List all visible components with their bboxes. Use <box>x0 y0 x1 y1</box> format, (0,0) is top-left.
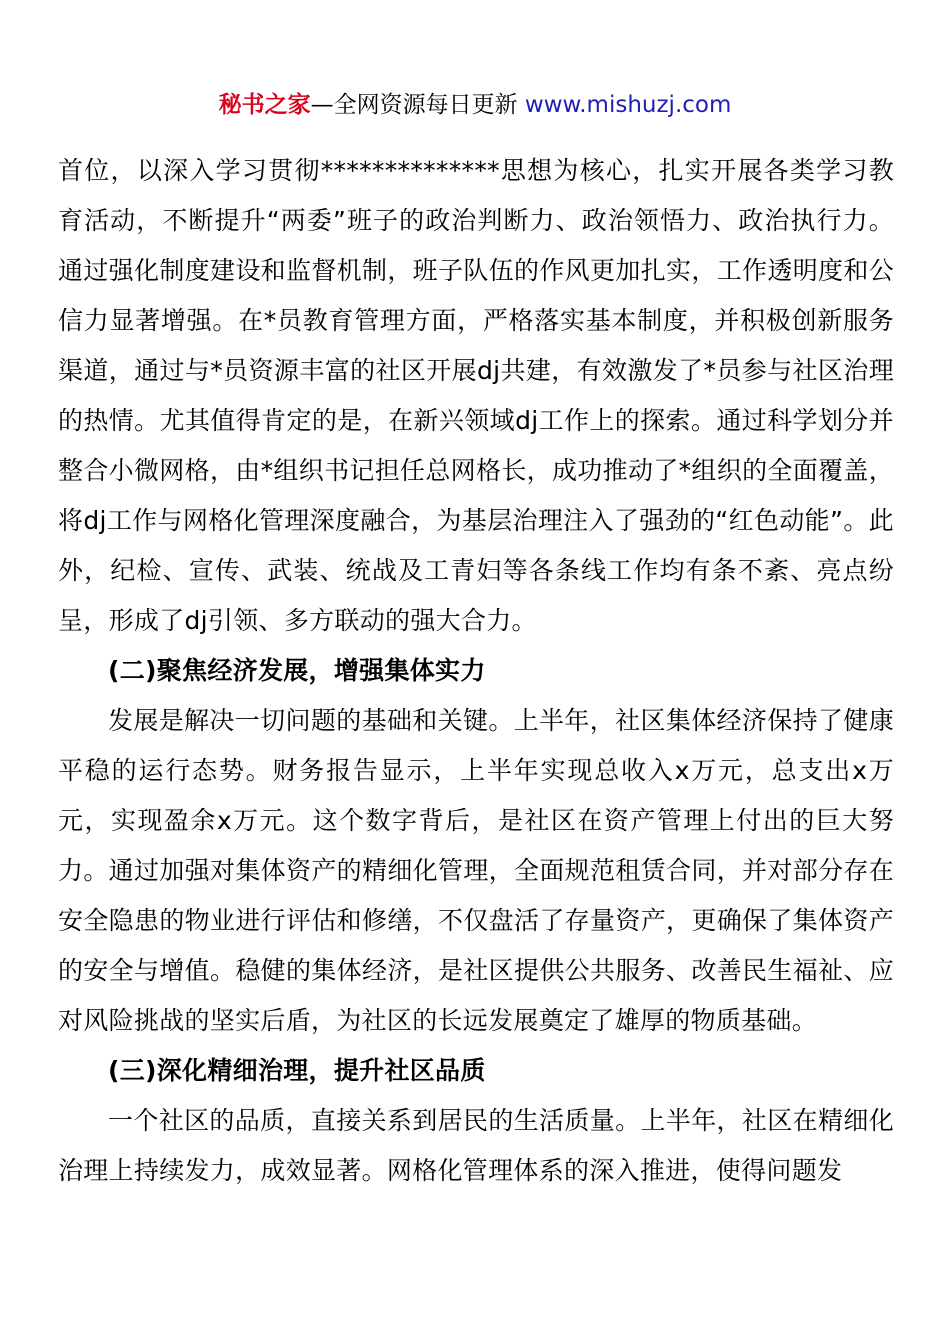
site-url-link[interactable]: www.mishuzj.com <box>524 92 732 118</box>
document-body <box>58 146 894 1196</box>
paragraph-governance: 一个社区的品质，直接关系到居民的生活质量。上半年，社区在精细化治理上持续发力，成效显著。网格化管理体系的深入推进，使得问题发 <box>58 1106 894 1185</box>
paragraph-party-building: 首位，以深入学习贯彻**************思想为核心，扎实开展各类学习教育活动，不断提升“两委”班子的政治判断力、政治领悟力、政治执行力。通过强化制度建设和监督机制，班子队伍的作风更加扎实，工作透明度和公信力显著增强。在*员教育管理方面，严格落实基本制度，并积极创新服务渠道，通过与*员资源丰富的社区开展dj共建，有效激发了*员参与社区治理的热情。尤其值得肯定的是，在新兴领域dj工作上的探索。通过科学划分并整合小微网格，由*组织书记担任总网格长，成功推动了*组织的全面覆盖，将dj工作与网格化管理深度融合，为基层治理注入了强劲的“红色动能”。此外，纪检、宣传、武装、统战及工青妇等各条线工作均有条不紊、亮点纷呈，形成了dj引领、多方联动的强大合力。 <box>58 156 894 635</box>
paragraph-economy: 发展是解决一切问题的基础和关键。上半年，社区集体经济保持了健康平稳的运行态势。财务报告显示，上半年实现总收入x万元，总支出x万元，实现盈余x万元。这个数字背后，是社区在资产管理上付出的巨大努力。通过加强对集体资产的精细化管理，全面规范租赁合同，并对部分存在安全隐患的物业进行评估和修缮，不仅盘活了存量资产，更确保了集体资产的安全与增值。稳健的集体经济，是社区提供公共服务、改善民生福祉、应对风险挑战的坚实后盾，为社区的长远发展奠定了雄厚的物质基础。 <box>58 706 894 1035</box>
header-tagline: —全网资源每日更新 <box>310 92 525 118</box>
site-header <box>0 88 950 122</box>
section-heading-governance: (三)深化精细治理，提升社区品质 <box>108 1056 486 1085</box>
section-heading-economy: (二)聚焦经济发展，增强集体实力 <box>108 656 486 685</box>
brand-name: 秘书之家 <box>218 92 311 118</box>
